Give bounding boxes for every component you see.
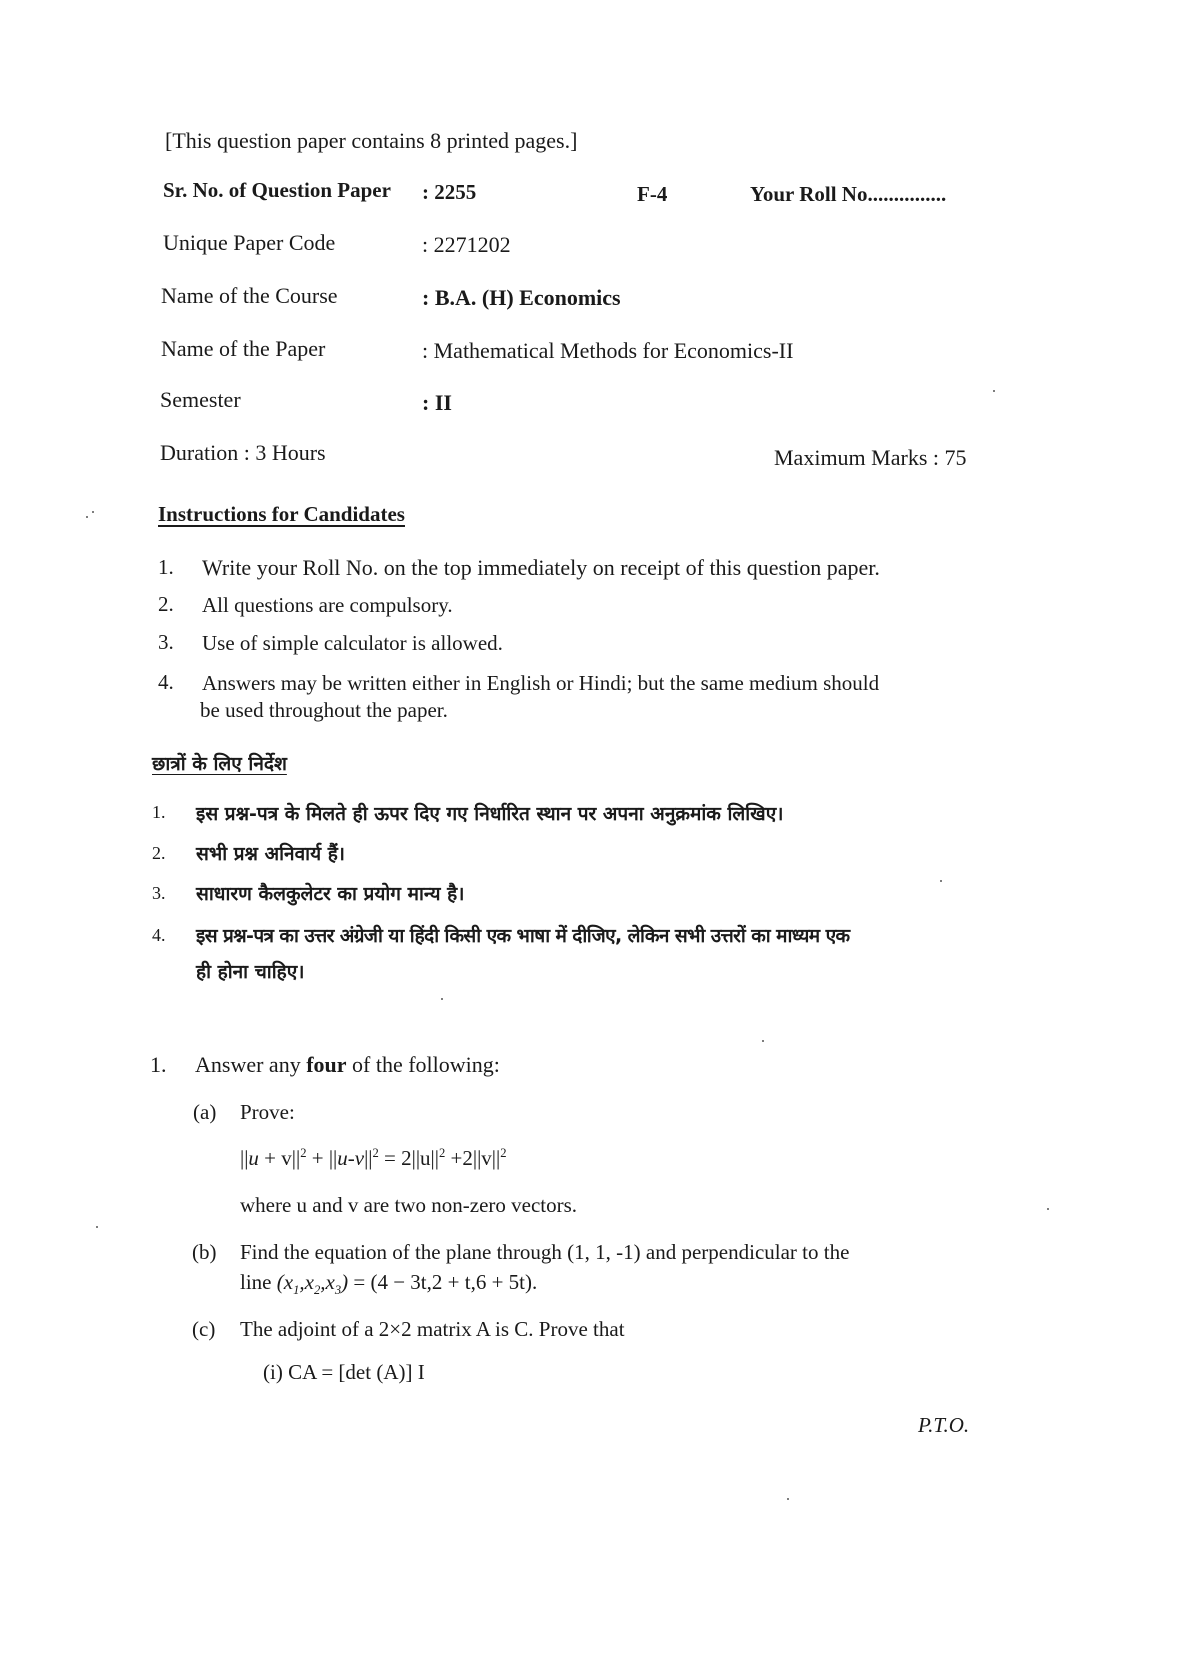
question-stem-bold: four	[306, 1052, 347, 1077]
instruction-item: Use of simple calculator is allowed.	[202, 631, 503, 655]
hindi-instruction-item: सभी प्रश्न अनिवार्य हैं।	[196, 843, 345, 865]
hindi-instructions-title: छात्रों के लिए निर्देश	[152, 753, 287, 775]
unique-code-label: Unique Paper Code	[163, 230, 336, 255]
scan-speck	[993, 390, 995, 392]
part-c-i: (i) CA = [det (A)] I	[263, 1360, 425, 1384]
scan-speck	[762, 1040, 764, 1042]
instruction-num: 2.	[158, 592, 174, 616]
instruction-item: All questions are compulsory.	[202, 593, 453, 617]
scan-speck	[441, 998, 443, 1000]
paper-value: : Mathematical Methods for Economics-II	[422, 338, 794, 363]
instruction-num: 4.	[158, 670, 174, 694]
instruction-item-continued: be used throughout the paper.	[200, 698, 448, 722]
scan-speck	[940, 880, 942, 882]
duration: Duration : 3 Hours	[160, 440, 326, 465]
part-b-text: Find the equation of the plane through (1, 1, -1) and perpendicular to the	[240, 1240, 850, 1264]
part-b-label: (b)	[192, 1240, 217, 1264]
question-stem-post: of the following:	[346, 1052, 500, 1077]
scan-speck	[96, 1226, 98, 1228]
part-b-vector: $(x_1,x_2,x_3)$	[276, 1270, 349, 1298]
part-c-text: The adjoint of a 2×2 matrix A is C. Prove that	[240, 1317, 625, 1341]
hindi-instruction-num: 2.	[152, 843, 166, 863]
hindi-instruction-item-continued: ही होना चाहिए।	[196, 961, 305, 983]
hindi-instruction-item: इस प्रश्न-पत्र के मिलते ही ऊपर दिए गए निर्धारित स्थान पर अपना अनुक्रमांक लिखिए।	[196, 803, 784, 825]
hindi-instruction-item: इस प्रश्न-पत्र का उत्तर अंग्रेजी या हिंदी किसी एक भाषा में दीजिए, लेकिन सभी उत्तरों का माध्यम एक	[196, 925, 850, 947]
part-b-line-prefix: line	[240, 1270, 272, 1294]
part-b-line-suffix: = (4 − 3t,2 + t,6 + 5t).	[353, 1270, 538, 1294]
unique-code-value: : 2271202	[422, 232, 511, 257]
scan-speck	[86, 516, 88, 518]
hindi-instruction-num: 1.	[152, 802, 166, 822]
pto-marker: P.T.O.	[918, 1413, 970, 1437]
roll-no-field: Your Roll No...............	[750, 182, 947, 206]
course-label: Name of the Course	[161, 283, 338, 308]
part-c-label: (c)	[192, 1317, 216, 1341]
sr-no-label: Sr. No. of Question Paper	[163, 178, 391, 202]
paper-code-badge: F-4	[637, 182, 668, 206]
hindi-instruction-num: 3.	[152, 883, 166, 903]
paper-label: Name of the Paper	[161, 336, 326, 361]
part-a-where: where u and v are two non-zero vectors.	[240, 1193, 578, 1217]
instruction-num: 1.	[158, 555, 174, 579]
scan-speck	[92, 511, 94, 513]
instruction-num: 3.	[158, 630, 174, 654]
semester-label: Semester	[160, 387, 241, 412]
hindi-instruction-item: साधारण कैलकुलेटर का प्रयोग मान्य है।	[196, 883, 465, 905]
scan-speck	[787, 1498, 789, 1500]
question-stem-pre: Answer any	[195, 1052, 307, 1077]
question-stem	[195, 1052, 500, 1078]
part-a-label: (a)	[193, 1100, 217, 1124]
instruction-item: Answers may be written either in English or Hindi; but the same medium should	[202, 671, 880, 695]
instructions-title: Instructions for Candidates	[158, 502, 405, 526]
part-a-text: Prove:	[240, 1100, 295, 1124]
part-b-line	[240, 1270, 537, 1298]
pages-note: [This question paper contains 8 printed pages.]	[165, 128, 578, 153]
semester-value: : II	[422, 390, 452, 415]
question-number: 1.	[150, 1052, 167, 1077]
max-marks: Maximum Marks : 75	[774, 445, 967, 470]
scan-speck	[1047, 1208, 1049, 1210]
instruction-item: Write your Roll No. on the top immediately on receipt of this question paper.	[202, 555, 880, 580]
hindi-instruction-num: 4.	[152, 925, 166, 945]
course-value: : B.A. (H) Economics	[422, 285, 621, 310]
sr-no-value: : 2255	[422, 180, 477, 204]
part-a-equation: $||u + v||^2 + ||u-v||^2 = 2||u||^2 +2||v||^2$	[240, 1146, 507, 1170]
